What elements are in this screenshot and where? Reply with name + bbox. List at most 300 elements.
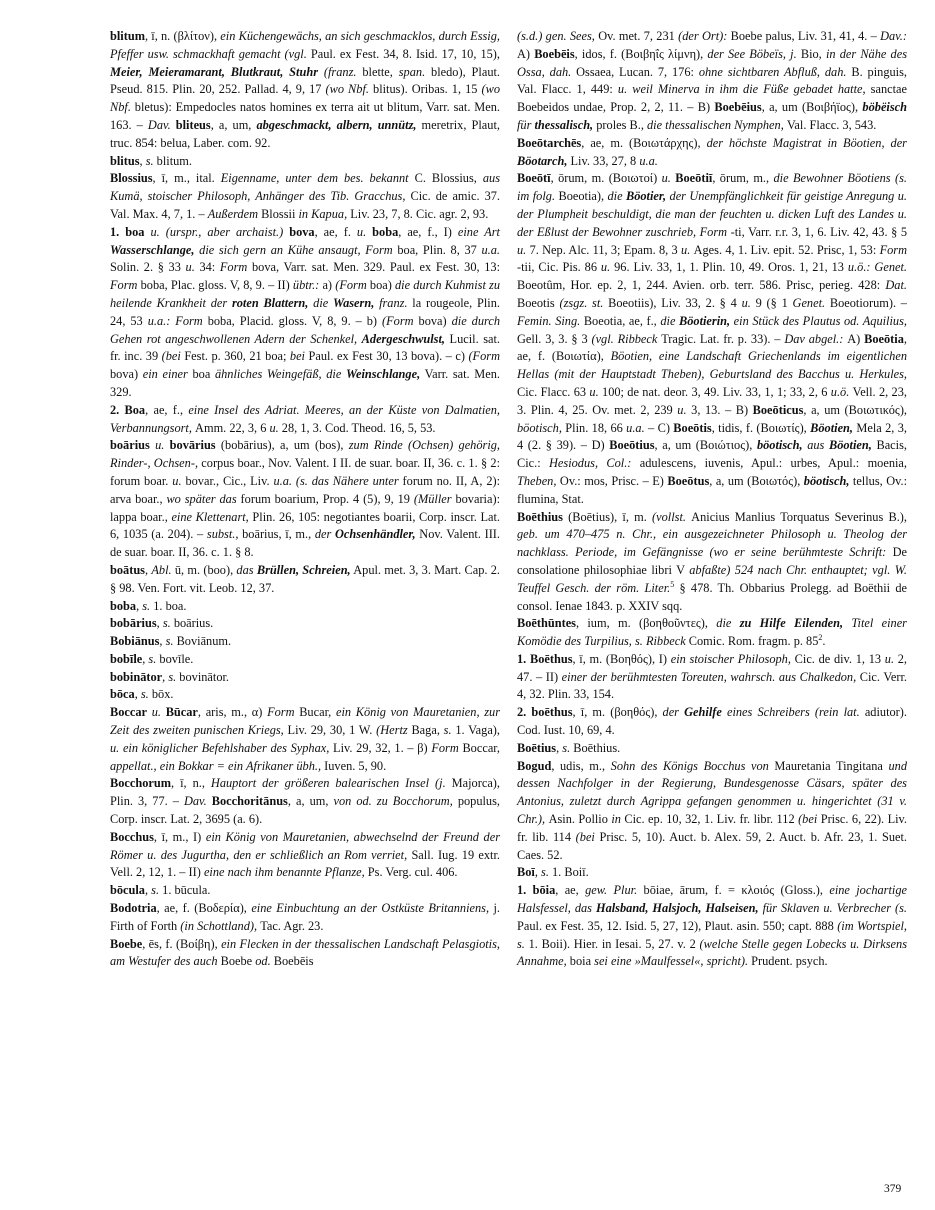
dictionary-entry xyxy=(517,704,907,740)
entry-text: bova, Varr. sat. Men. 329. Paul. ex Fest. 30, 13: xyxy=(251,260,501,275)
entry-headword: Boēthius xyxy=(517,509,563,524)
entry-text: Iuven. 5, 90. xyxy=(324,758,387,773)
entry-text: ein König von Mauretanien, zur Zeit des zweiten punischen Kriegs, xyxy=(110,705,501,738)
entry-text: 100; de nat. deor. 3, 49. Liv. 33, 1, 1; 33, 2, 6 xyxy=(602,384,831,399)
entry-text: Form xyxy=(267,705,300,720)
entry-headword: boba xyxy=(110,598,137,613)
entry-text: Boebēius xyxy=(714,100,762,115)
entry-text: Val. Flacc. 3, 543. xyxy=(786,117,877,132)
entry-text: adulescens, iuvenis, Apul.: urbes, Apul.: moenia, xyxy=(639,456,907,471)
dictionary-entry xyxy=(110,28,500,153)
entry-text: sanctae Boebeidos undae, Prop. 2, 2, 11. – B) xyxy=(517,82,907,115)
entry-text: Prisc. 6, 22). Liv. fr. lib. 114 xyxy=(517,812,908,844)
entry-text: Gehilfe xyxy=(684,705,722,720)
entry-text: ein stoischer Philosoph, xyxy=(670,651,795,666)
entry-text: -ti, Varr. r.r. 3, 1, 6. Liv. 42, 43. § 5 xyxy=(730,224,907,239)
entry-text: bovaria): lappa boar., xyxy=(110,491,501,524)
entry-text: Sall. Iug. 19 extr. Vell. 2, 12, 1. – II) xyxy=(110,847,500,880)
entry-text: boia xyxy=(569,954,595,969)
entry-text: Apul. met. 3, 3. Mart. Cap. 2. § 98. Ven. Fort. vit. Leob. 12, 37. xyxy=(110,562,501,595)
entry-text: Genet. xyxy=(792,295,830,310)
entry-text: Boeotiorum). – xyxy=(829,295,907,310)
entry-text: (bei xyxy=(575,829,600,844)
entry-text: ein König von Mauretanien, abwechselnd der Freund der Römer u. des Jugurtha, den er schließlich an Rom verriet, xyxy=(110,829,500,862)
entry-headword: Boeōtarchēs xyxy=(517,135,582,150)
entry-text: bei xyxy=(289,349,309,364)
entry-text: subst., xyxy=(206,527,243,542)
entry-text: u. xyxy=(155,438,170,453)
dictionary-entry xyxy=(110,882,500,900)
entry-text: Boebe palus, Liv. 31, 41, 4. – xyxy=(730,29,881,43)
entry-text: Solin. 2. § 33 xyxy=(110,260,186,275)
entry-headword: Boeōtī xyxy=(517,171,551,186)
entry-text: Boeōtiī xyxy=(675,171,713,186)
entry-headword: 1. bōia xyxy=(517,883,556,898)
entry-text: die xyxy=(607,189,626,204)
entry-text: Dav. xyxy=(183,794,212,809)
entry-text: Titel einer Komödie des Turpilius, s. Ribbeck xyxy=(517,616,907,649)
entry-text: j. Firth of Forth xyxy=(110,901,500,933)
entry-text: u. xyxy=(517,242,530,257)
entry-text: , tidis, f. (Βοιωτίς), xyxy=(711,420,811,435)
entry-text: Paul. ex Fest. 34, 8. Isid. 17, 10, 15), xyxy=(310,46,500,61)
entry-text: Ages. 4, 1. Liv. epit. 52. Prisc, 1, 53: xyxy=(693,242,880,257)
dictionary-entry xyxy=(110,686,500,704)
entry-text: u. xyxy=(589,384,603,399)
entry-text: boa xyxy=(192,367,215,382)
entry-text: Ov.: mos, Prisc. – E) xyxy=(559,473,668,488)
entry-text: die durch Gehen rot angeschwollenen Adern der Schenkel, xyxy=(110,313,500,346)
entry-text: Ps. Verg. cul. 406. xyxy=(367,865,458,880)
dictionary-entry xyxy=(110,170,500,223)
entry-text: der Unempfänglichkeit für geistige Anregung u. der Plumpheit beschuldigt, die man der feuchten u. dicken Luft des Landes u. der Eßlust der Bewohner zuschrieb, Form xyxy=(517,189,908,239)
entry-text: zum Rinde (Ochsen) gehörig, Rinder-, Ochsen-, xyxy=(110,438,501,471)
entry-text: , ae, f., xyxy=(145,402,189,417)
entry-text: – C) xyxy=(648,420,674,435)
entry-text: für Sklaven u. Verbrecher (s. xyxy=(758,901,907,916)
entry-text: Bio, xyxy=(800,46,826,61)
entry-text: Eigenname, unter dem bes. bekannt xyxy=(220,171,415,186)
entry-text: , ae, m. (Βοιωτάρχης), xyxy=(581,135,707,150)
entry-text: Boebe xyxy=(220,954,256,969)
entry-text: tellus, Ov.: flumina, Stat. xyxy=(517,473,908,506)
entry-text: C. Blossius, xyxy=(414,171,483,186)
entry-text: u. ein königlicher Befehlshaber des Syphax, xyxy=(110,740,334,755)
entry-text: Bacis, Cic.: xyxy=(517,438,907,471)
entry-text: (s.d.) gen. Sees, xyxy=(517,29,599,43)
entry-headword: bōcula xyxy=(110,883,145,898)
entry-text: Adergeschwulst, xyxy=(361,331,446,346)
entry-headword: Boebe xyxy=(110,936,143,951)
entry-text: die durch Kuhmist zu heilende Krankheit der xyxy=(110,278,500,310)
dictionary-entry xyxy=(110,900,500,936)
entry-text: (in Schottland), xyxy=(180,918,261,933)
entry-text: ein einer xyxy=(142,367,193,382)
entry-text: , ōrum, m. (Βοιωτοί) xyxy=(550,171,662,186)
entry-text: die xyxy=(716,616,740,631)
entry-text: , xyxy=(142,651,149,666)
entry-text: ein Küchengewächs, an sich geschmacklos, durch Essig, Pfeffer usw. schmackhaft gemacht (vgl. xyxy=(110,29,500,61)
entry-text: s. xyxy=(148,651,160,666)
entry-text: Böotarch, xyxy=(517,153,568,168)
entry-text: , ae, xyxy=(555,883,586,898)
entry-text: Mauretania Tingitana xyxy=(774,758,889,773)
entry-headword: Boccar xyxy=(110,705,148,720)
entry-text: abgeschmackt, albern, unnütz, xyxy=(256,117,417,132)
entry-headword: bobārius xyxy=(110,616,157,631)
entry-text: , ī, m. (Βοηθός), I) xyxy=(572,651,671,666)
entry-text: , xyxy=(534,865,542,880)
entry-headword: Boī xyxy=(517,865,535,880)
entry-text: Bocchoritānus xyxy=(211,794,288,809)
entry-text: -tii, Cic. Pis. 86 xyxy=(517,260,601,275)
entry-text: 5 xyxy=(670,579,675,589)
dictionary-entry xyxy=(110,437,500,562)
entry-text: s. xyxy=(165,634,177,649)
entry-text: die Bewohner Böotiens (s. im folg. xyxy=(517,171,908,204)
entry-text: , ae, f. (Βοδερία), xyxy=(156,901,252,916)
entry-text: A) xyxy=(517,46,535,61)
entry-text: bletus): Empedocles natos homines ex terra ait ut blitum, Varr. sat. Men. 163. – xyxy=(110,100,500,132)
entry-text: u. xyxy=(185,260,200,275)
entry-text: , udis, m., xyxy=(551,758,611,773)
entry-text: Būcar xyxy=(165,705,198,720)
entry-text: 3, 13. – B) xyxy=(691,402,753,417)
entry-text: u.ö.: Genet. xyxy=(847,260,907,275)
dictionary-entry xyxy=(517,758,907,865)
entry-text: 1. Vaga), xyxy=(455,723,500,738)
entry-text: Fest. p. 360, 21 boa; xyxy=(184,349,290,364)
entry-text: u. xyxy=(151,705,166,720)
entry-text: gew. Plur. xyxy=(585,883,644,898)
entry-text: (wo Nbf. xyxy=(325,82,374,97)
entry-text: , a, um (Βοιώτιος), xyxy=(654,438,757,453)
entry-text: u. xyxy=(741,295,756,310)
entry-text: , xyxy=(139,153,146,168)
entry-text: s. xyxy=(142,598,154,613)
entry-text: Böotien, xyxy=(828,438,872,453)
entry-text: ein Stück des Plautus od. Aquilius, xyxy=(730,313,907,328)
entry-text: eine nach ihm benannte Pflanze, xyxy=(203,865,368,880)
entry-text: Boebēis xyxy=(273,954,314,969)
entry-text: appellat., ein Bokkar = ein Afrikaner übh., xyxy=(110,758,325,773)
entry-text: boa, Plin. 8, 37 xyxy=(397,242,482,257)
entry-text: ohne sichtbaren Abfluß, dah. xyxy=(698,64,852,79)
dictionary-entry xyxy=(517,135,907,171)
entry-text: Boeotiis), Liv. 33, 2. § 4 xyxy=(608,295,742,310)
entry-text: De consolatione philosophiae libri V xyxy=(517,545,907,577)
entry-text: u. weil Minerva in ihm die Füße gebadet hatte, xyxy=(617,82,871,97)
entry-headword: Boētius xyxy=(517,740,557,755)
entry-text: eine Insel des Adriat. Meeres, an der Küste von Dalmatien, Verbannungsort, xyxy=(110,402,501,435)
entry-text: der höchste Magistrat in Böotien, der xyxy=(706,135,907,150)
entry-text: Böotien, eine Landschaft Griechenlands im eigentlichen Hellas (mit der Hauptstadt Theben), Geburtsland des Bacchus u. Herkules, xyxy=(517,349,907,382)
entry-text: Weinschlange, xyxy=(345,367,421,382)
entry-text: Amm. 22, 3, 6 xyxy=(195,420,270,435)
entry-text: bōiae, ārum, f. = κλοιός (Gloss.), xyxy=(643,883,830,898)
entry-text: Hesiodus, Col.: xyxy=(549,456,640,471)
entry-text: bovārius xyxy=(169,438,216,453)
entry-text: , xyxy=(159,634,166,649)
entry-text: , ēs, f. (Βοίβη), xyxy=(142,936,222,951)
entry-text: Boeotis xyxy=(517,295,560,310)
entry-text: Liv. 33, 27, 8 xyxy=(567,153,640,168)
entry-text: Sohn des Königs Bocchus von xyxy=(610,758,775,773)
entry-text: , xyxy=(145,562,152,577)
entry-text: proles B., xyxy=(593,117,647,132)
entry-text: Boeōticus xyxy=(752,402,804,417)
entry-text: Boeotûm, Hor. ep. 2, 1, 244. Avien. orb. terr. 586. Prisc, perieg. 428: xyxy=(517,278,886,293)
entry-text: B. pinguis, Val. Flacc. 1, 449: xyxy=(517,64,907,97)
entry-text: Ossaea, Lucan. 7, 176: xyxy=(576,64,699,79)
entry-text: Liv. 29, 32, 1. – β) xyxy=(333,740,432,755)
entry-text: Dat. xyxy=(885,278,907,293)
entry-text: 1. Boii). Hier. in Iesai. 5, 27. v. 2 xyxy=(528,936,700,951)
entry-text: Cic. Verr. 4, 32. Plin. 33, 154. xyxy=(517,669,907,702)
entry-text: der See Böbeïs, j. xyxy=(707,46,801,61)
entry-text: , a, um, xyxy=(287,794,334,809)
entry-text: Böotierin, xyxy=(679,313,731,328)
entry-text: (bei xyxy=(798,812,821,827)
entry-text: in Kapua, xyxy=(298,206,351,221)
entry-text: der xyxy=(662,705,685,720)
entry-text: (vgl. Ribbeck xyxy=(591,331,662,346)
entry-text: bova) xyxy=(418,313,452,328)
dictionary-entry xyxy=(110,775,500,828)
entry-text: Plin. 18, 66 xyxy=(565,420,627,435)
entry-text: eine Art xyxy=(457,224,500,239)
dictionary-entry xyxy=(110,562,500,598)
entry-text: Tac. Agr. 23. xyxy=(260,918,324,933)
entry-text: Boēthius. xyxy=(573,740,621,755)
entry-text: Liv. 29, 30, 1 W. xyxy=(287,723,377,738)
entry-text: böotisch, xyxy=(517,420,566,435)
entry-text: und dessen Nachfolger in der Regierung, Bundesgenosse Cäsars, später des Antonius, zuletzt durch Agrippa gefangen genommen u. hingerichtet (31 v. Chr.), xyxy=(517,758,907,827)
entry-headword: bobīle xyxy=(110,651,143,666)
entry-text: geb. um 470–475 n. Chr., ein ausgezeichneter Philosoph u. Theolog der nachklass. Periode, im Gefängnisse (wo er seine berühmteste Schrift: xyxy=(517,527,907,560)
entry-text: bōx. xyxy=(151,687,174,702)
right-column xyxy=(517,28,907,971)
entry-text: A) xyxy=(847,331,865,346)
entry-text: Boccar, xyxy=(462,740,500,755)
entry-text: Blossii xyxy=(261,206,299,221)
entry-text: in der Nähe des Ossa, dah. xyxy=(517,46,907,79)
entry-text: 34: xyxy=(199,260,220,275)
entry-text: a) xyxy=(322,278,336,293)
entry-text: s. xyxy=(140,687,152,702)
entry-text: Wasern, xyxy=(333,295,375,310)
entry-headword: Bogud xyxy=(517,758,552,773)
entry-text: wo später das xyxy=(166,491,241,506)
entry-text: Prudent. psych. xyxy=(751,954,828,969)
entry-text: u. xyxy=(269,420,282,435)
entry-text: Außerdem xyxy=(207,206,262,221)
entry-text: 2, 47. – II) xyxy=(517,651,908,684)
entry-headword: Boēthūntes xyxy=(517,616,576,631)
entry-text: böbëisch xyxy=(862,100,907,115)
entry-text: (Hertz xyxy=(376,723,412,738)
entry-text: Boeōtius xyxy=(609,438,655,453)
entry-text: (welche Stelle gegen Lobecks u. Dirksens Annahme, xyxy=(517,936,908,969)
dictionary-entry xyxy=(517,615,907,651)
entry-text: (Müller xyxy=(413,491,456,506)
dictionary-entry xyxy=(110,651,500,669)
entry-text: (Form xyxy=(382,313,419,328)
entry-text: blitum. xyxy=(156,153,192,168)
entry-text: der xyxy=(314,527,336,542)
entry-text: . xyxy=(822,634,826,649)
entry-text: Tragic. Lat. fr. p. 33). – xyxy=(661,331,785,346)
entry-text: boba, Placid. gloss. V, 8, 9. – b) xyxy=(207,313,383,328)
entry-text: franz. xyxy=(374,295,413,310)
entry-text: (Form xyxy=(335,278,370,293)
dictionary-entry xyxy=(110,936,500,972)
entry-text: Böotier, xyxy=(625,189,667,204)
entry-text: Asin. Pollio xyxy=(548,812,612,827)
dictionary-entry xyxy=(110,829,500,882)
entry-text: Halsband, Halsjoch, Halseisen, xyxy=(595,901,759,916)
dictionary-entry xyxy=(517,740,907,758)
entry-text: , xyxy=(162,669,169,684)
entry-text: Prisc. 5, 10). Auct. b. Alex. 59, 2. Auct. b. Afr. 23, 1. Suet. Caes. 52. xyxy=(517,829,908,862)
entry-text: Hauptort der größeren balearischen Insel (j. xyxy=(210,776,452,791)
entry-text: blitus). Oribas. 1, 15 xyxy=(373,82,482,97)
dictionary-entry xyxy=(517,882,907,971)
entry-text: u. (urspr., aber archaist.) xyxy=(150,224,290,239)
entry-headword: Blossius xyxy=(110,171,153,186)
entry-text: , xyxy=(134,687,141,702)
entry-headword: 2. Boa xyxy=(110,402,146,417)
entry-text: eine Klettenart, xyxy=(171,509,253,524)
entry-text: Boeōtus xyxy=(667,473,710,488)
entry-text: aus Kumä, stoischer Philosoph, Anhänger des Tib. Gracchus, xyxy=(110,171,500,204)
entry-text: abfaßte) 524 nach Chr. enthauptet; vgl. W. Teuffel Gesch. der röm. Liter. xyxy=(517,562,907,595)
entry-text: Cic. de div. 1, 13 xyxy=(794,651,885,666)
entry-text: Abl. xyxy=(151,562,175,577)
entry-text: eine Einbuchtung an der Ostküste Britanniens, xyxy=(251,901,494,916)
entry-text: Nov. Valent. III. de suar. boar. II, 36. c. 1. § 8. xyxy=(110,527,501,560)
entry-text: populus, Corp. inscr. Lat. 2, 3695 (a. 6). xyxy=(110,794,500,827)
entry-text: span. xyxy=(398,64,432,79)
entry-text: s. xyxy=(168,669,180,684)
entry-text: 7. Nep. Alc. 11, 3; Epam. 8, 3 xyxy=(529,242,682,257)
dictionary-entry xyxy=(517,28,907,135)
dictionary-entry xyxy=(517,509,907,616)
entry-text: Cic. de amic. 37. Val. Max. 4, 7, 1. – xyxy=(110,189,501,221)
entry-text: la rougeole, Plin. 24, 53 xyxy=(110,295,500,328)
entry-text: , ae, f. (Βοιωτία), xyxy=(517,331,907,364)
entry-text: s. xyxy=(562,740,574,755)
entry-text: § 478. Th. Obbarius Prolegg. ad Boëthii de consol. Ienae 1843. p. XXIV sqq. xyxy=(517,580,907,613)
entry-text: Wasserschlange, xyxy=(110,242,195,257)
entry-text: sei eine »Maulfessel«, spricht). xyxy=(594,954,752,969)
entry-text: 1. būcula. xyxy=(162,883,211,898)
entry-text: , ium, m. (βοηθοῦντες), xyxy=(575,616,717,631)
entry-text: Ov. met. 7, 231 xyxy=(598,29,679,43)
entry-text: Gell. 3, 3. § 3 xyxy=(517,331,592,346)
entry-text: Paul. ex Fest. 35, 12. Isid. 5, 27, 12), Plaut. asin. 550; capt. 888 xyxy=(517,918,838,933)
entry-text: ähnliches Weingefäß, die xyxy=(214,367,346,382)
entry-text: u. xyxy=(884,651,898,666)
entry-text: s. xyxy=(541,865,552,880)
entry-text: Form xyxy=(110,278,141,293)
dictionary-entry xyxy=(517,170,907,508)
dictionary-entry xyxy=(110,224,500,402)
entry-text: u. xyxy=(172,473,186,488)
entry-text: böotisch, xyxy=(756,438,803,453)
entry-text: ū, m. (boo), xyxy=(174,562,237,577)
entry-text: die xyxy=(660,313,679,328)
dictionary-entry xyxy=(110,633,500,651)
entry-text: Ochsenhändler, xyxy=(335,527,416,542)
entry-text: 9 (§ 1 xyxy=(755,295,793,310)
entry-text: bovar., Cic., Liv. xyxy=(185,473,274,488)
entry-text: forum boarium, Prop. 4 (5), 9, 19 xyxy=(240,491,414,506)
entry-text: 28, 1, 3. Cod. Theod. 16, 5, 53. xyxy=(281,420,436,435)
entry-text: thessalisch, xyxy=(534,117,594,132)
entry-headword: Bobiānus xyxy=(110,634,160,649)
entry-text: bovinātor. xyxy=(179,669,230,684)
page-number: 379 xyxy=(884,1183,902,1195)
entry-text: od. xyxy=(255,954,274,969)
entry-text: Varr. sat. Men. 329. xyxy=(110,367,500,399)
entry-headword: Bocchorum xyxy=(110,776,172,791)
left-column xyxy=(110,28,500,971)
entry-text: Boviānum. xyxy=(176,634,232,649)
entry-text: übtr.: xyxy=(292,278,323,293)
entry-headword: boārius xyxy=(110,438,150,453)
entry-text: in xyxy=(611,812,625,827)
entry-text: , ae, f. xyxy=(314,224,357,239)
entry-text: u. xyxy=(600,260,615,275)
entry-text: , idos, f. (Βοιβηΐς λίμνη), xyxy=(574,46,708,61)
entry-text: u.a. (s. das Nähere unter xyxy=(273,473,403,488)
entry-text: s. xyxy=(162,616,174,631)
entry-text: Dav abgel.: xyxy=(784,331,848,346)
entry-text: , ī, m. (βοηθός), xyxy=(572,705,663,720)
entry-text: eine jochartige Halsfessel, das xyxy=(517,883,907,916)
entry-text: 1. Boiī. xyxy=(552,865,589,880)
entry-text: , xyxy=(144,883,152,898)
entry-text: u. xyxy=(681,242,694,257)
entry-text: Form xyxy=(879,242,907,257)
entry-text: 96. Liv. 33, 1, 1. Plin. 10, 49. Oros. 1, 21, 13 xyxy=(614,260,848,275)
entry-text: Anicius Manlius Torquatus Severinus B.), xyxy=(691,509,908,524)
entry-text: Mela 2, 3, 4 (2. § 39). – D) xyxy=(517,420,907,453)
entry-text: boārius, ī, m., xyxy=(242,527,315,542)
entry-text: corpus boar., Nov. Valent. I II. de suar. boar. II, 36. c. 1. § 2: forum boar. xyxy=(110,456,500,488)
entry-text: roten Blattern, xyxy=(231,295,309,310)
entry-text: boārius. xyxy=(173,616,214,631)
entry-text: Cic. Flacc. 63 xyxy=(517,384,590,399)
entry-text: Cic. ep. 10, 32, 1. Liv. fr. libr. 112 xyxy=(624,812,799,827)
entry-text: , a, um (Βοιωτικός), xyxy=(803,402,908,417)
entry-headword: Bocchus xyxy=(110,829,154,844)
entry-text: Boeotia, ae, f., xyxy=(583,313,661,328)
entry-text: u.a. xyxy=(626,420,649,435)
entry-headword: Bodotria xyxy=(110,901,157,916)
entry-text: Vell. 2, 23, 3. Plin. 4, 25. Ov. met. 2, 239 xyxy=(517,384,907,417)
entry-text: Baga, xyxy=(411,723,444,738)
entry-text: Böotien, xyxy=(810,420,854,435)
dictionary-entry xyxy=(110,669,500,687)
entry-text: (im Wortspiel, s. xyxy=(517,918,907,951)
entry-text: , ī, n. (βλίτον), xyxy=(144,29,221,43)
entry-text: böotisch, xyxy=(803,473,850,488)
entry-text: (zsgz. st. xyxy=(559,295,609,310)
entry-text: Theben, xyxy=(517,473,560,488)
entry-headword: bobinātor xyxy=(110,669,163,684)
